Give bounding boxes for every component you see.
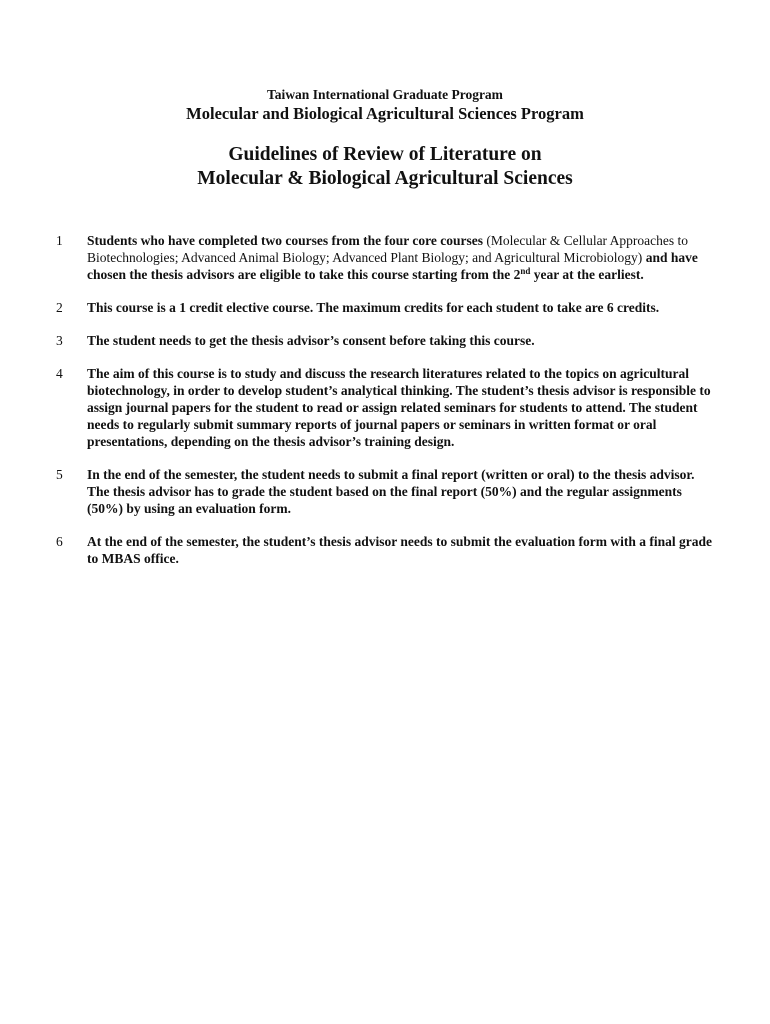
core-courses-list: (Molecular & Cellular Approaches to Biotechnologies; Advanced Animal Biology; Advanced Plant Biology; and Agricultural Microbiology)	[87, 233, 689, 265]
item-number: 1	[56, 233, 63, 248]
item-text: In the end of the semester, the student needs to submit a final report (written or oral) to the thesis advisor. The thesis advisor has to grade the student based on the final report (50%) and the regular assignments (50%) by using an evaluation form.	[87, 467, 695, 516]
item-text: The student needs to get the thesis advisor’s consent before taking this course.	[87, 333, 535, 348]
guideline-item-6	[56, 533, 716, 567]
document-title	[0, 143, 770, 191]
item-number: 3	[56, 333, 63, 348]
title-line-1: Guidelines of Review of Literature on	[228, 144, 542, 165]
item-text	[87, 232, 716, 283]
item-text-part: year at the earliest.	[530, 267, 644, 282]
item-text-part: Students who have completed two courses from the four core courses	[87, 233, 487, 248]
guideline-list	[56, 232, 716, 583]
item-text-part: and have chosen the thesis advisors are eligible to take this course starting from the 2	[87, 250, 698, 282]
guideline-item-4	[56, 365, 716, 450]
program-line: Taiwan International Graduate Program	[267, 87, 503, 102]
item-number: 6	[56, 534, 63, 549]
program-name: Molecular and Biological Agricultural Sciences Program	[186, 104, 584, 123]
item-text: At the end of the semester, the student’s thesis advisor needs to submit the evaluation form with a final grade to MBAS office.	[87, 534, 712, 566]
document-header	[0, 86, 770, 124]
item-text: The aim of this course is to study and discuss the research literatures related to the topics on agricultural biotechnology, in order to develop student’s analytical thinking. The student’s thesis advisor is responsible to assign journal papers for the student to read or assign related seminars for students to attend. The student needs to regularly submit summary reports of journal papers or seminars in written format or oral presentations, depending on the thesis advisor’s training design.	[87, 366, 711, 449]
item-text: This course is a 1 credit elective course. The maximum credits for each student to take are 6 credits.	[87, 300, 660, 315]
item-number: 5	[56, 467, 63, 482]
item-number: 4	[56, 366, 63, 381]
guideline-item-5	[56, 466, 716, 517]
guideline-item-2	[56, 299, 716, 316]
guideline-item-3	[56, 332, 716, 349]
ordinal-suffix: nd	[520, 266, 531, 276]
item-number: 2	[56, 300, 63, 315]
guideline-item-1	[56, 232, 716, 283]
title-line-2: Molecular & Biological Agricultural Sciences	[197, 168, 573, 189]
